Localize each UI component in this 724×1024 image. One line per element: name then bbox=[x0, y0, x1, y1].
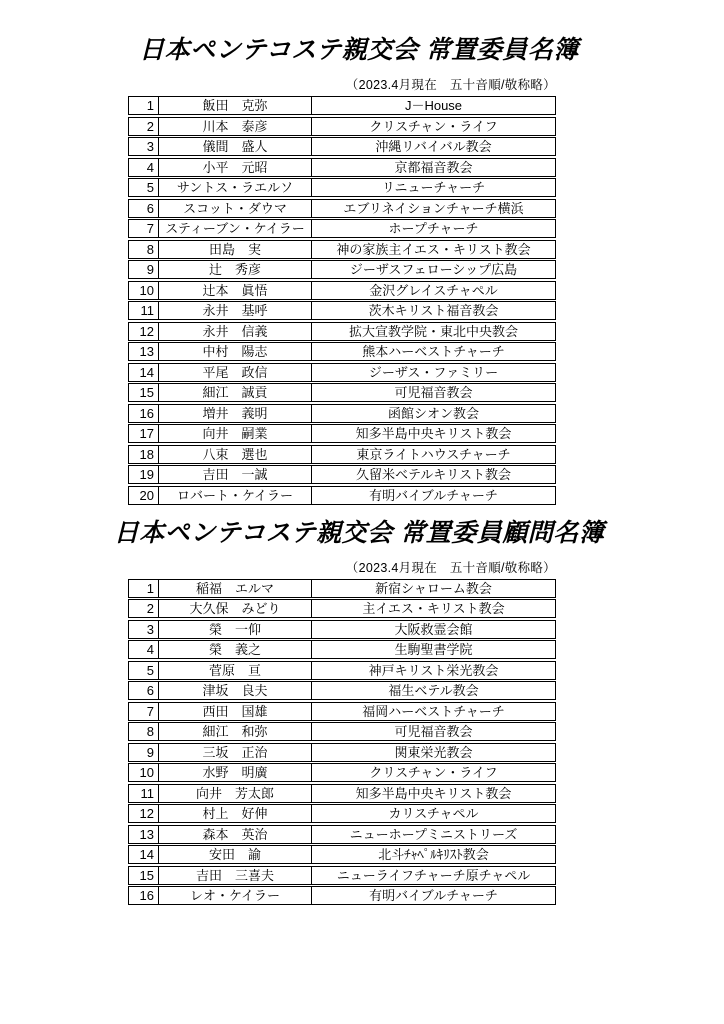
member-name: 村上 好伸 bbox=[158, 805, 312, 822]
row-number: 10 bbox=[139, 282, 154, 298]
church-name: J－House bbox=[404, 98, 463, 113]
member-name: 細江 和弥 bbox=[158, 723, 312, 740]
member-name: 小平 元昭 bbox=[158, 159, 312, 176]
table-row bbox=[128, 383, 556, 402]
member-name: 榮 義之 bbox=[158, 641, 312, 658]
member-name: スティーブン・ケイラー bbox=[158, 220, 312, 237]
member-name: 永井 信義 bbox=[158, 323, 312, 340]
member-name: 川本 泰彦 bbox=[158, 118, 312, 135]
church-name: ニューライフチャーチ原チャペル bbox=[336, 867, 531, 883]
table-row bbox=[128, 784, 556, 803]
table-row bbox=[128, 445, 556, 464]
member-name: 平尾 政信 bbox=[158, 364, 312, 381]
church-name: 東京ライトハウスチャーチ bbox=[356, 446, 511, 462]
church-name: 神戸キリスト栄光教会 bbox=[368, 662, 499, 678]
church-name: 福岡ハーベストチャーチ bbox=[362, 703, 505, 719]
member-name: 向井 嗣業 bbox=[158, 425, 312, 442]
row-number: 20 bbox=[139, 487, 154, 503]
church-name: 関東栄光教会 bbox=[394, 744, 473, 760]
member-name: 辻 秀彦 bbox=[158, 261, 312, 278]
table-row bbox=[128, 620, 556, 639]
church-name: 京都福音教会 bbox=[394, 159, 473, 175]
row-number: 14 bbox=[139, 364, 154, 380]
row-number: 13 bbox=[139, 344, 154, 359]
table-row bbox=[128, 763, 556, 782]
table-row bbox=[128, 845, 556, 864]
church-name: 新宿シャローム教会 bbox=[375, 580, 492, 596]
member-name: 西田 国雄 bbox=[158, 703, 312, 720]
member-name: 儀間 盛人 bbox=[158, 138, 312, 155]
member-name: 中村 陽志 bbox=[158, 343, 312, 360]
church-name: 大阪救霊会館 bbox=[394, 621, 473, 637]
row-number: 17 bbox=[139, 426, 154, 441]
row-number: 15 bbox=[139, 867, 154, 883]
table-row bbox=[128, 599, 556, 618]
church-name: ホープチャーチ bbox=[388, 221, 479, 236]
table-row bbox=[128, 743, 556, 762]
member-name: 安田 諭 bbox=[158, 846, 312, 863]
table-row bbox=[128, 702, 556, 721]
row-number: 4 bbox=[146, 642, 154, 657]
table-row bbox=[128, 322, 556, 341]
member-name: 菅原 亘 bbox=[158, 662, 312, 679]
member-name: 三坂 正治 bbox=[158, 744, 312, 761]
table-row bbox=[128, 404, 556, 423]
row-number: 5 bbox=[146, 180, 154, 195]
church-name: 可児福音教会 bbox=[394, 724, 473, 739]
row-number: 13 bbox=[139, 826, 154, 842]
church-name: 福生ベテル教会 bbox=[388, 683, 479, 698]
member-name: 津坂 良夫 bbox=[158, 682, 312, 699]
row-number: 2 bbox=[146, 601, 154, 616]
table-row bbox=[128, 363, 556, 382]
table-row bbox=[128, 722, 556, 741]
member-name: 向井 芳太郎 bbox=[158, 785, 312, 802]
row-number: 1 bbox=[146, 580, 154, 596]
members-roster-note: （2023.4月現在 五十音順/敬称略） bbox=[345, 78, 556, 92]
table-row bbox=[128, 681, 556, 700]
church-name: ジーザス・ファミリー bbox=[368, 364, 499, 380]
member-name: 稲福 エルマ bbox=[158, 580, 312, 597]
member-name: 吉田 三喜夫 bbox=[158, 867, 312, 884]
row-number: 4 bbox=[146, 159, 154, 175]
church-name: リニューチャーチ bbox=[381, 180, 486, 195]
member-name: 田島 実 bbox=[158, 241, 312, 258]
row-number: 19 bbox=[139, 467, 154, 482]
church-name: 函館シオン教会 bbox=[387, 405, 479, 421]
row-number: 3 bbox=[146, 139, 154, 154]
table-row bbox=[128, 96, 556, 115]
member-name: 細江 誠貢 bbox=[158, 384, 312, 401]
table-row bbox=[128, 640, 556, 659]
church-name: 金沢グレイスチャペル bbox=[369, 282, 498, 298]
table-row bbox=[128, 465, 556, 484]
member-name: 大久保 みどり bbox=[158, 600, 312, 617]
row-number: 11 bbox=[140, 303, 154, 318]
church-name: ニューホープミニストリーズ bbox=[349, 826, 518, 842]
row-number: 8 bbox=[146, 241, 154, 257]
members-roster-title: 日本ペンテコステ親交会 常置委員名簿 bbox=[139, 36, 579, 64]
church-name: 知多半島中央キリスト教会 bbox=[355, 785, 512, 801]
member-name: 水野 明廣 bbox=[158, 764, 312, 781]
church-name: エブリネイションチャーチ横浜 bbox=[343, 200, 524, 216]
member-name: 辻本 眞悟 bbox=[158, 282, 312, 299]
row-number: 2 bbox=[146, 118, 154, 134]
church-name: 沖縄リバイバル教会 bbox=[375, 139, 492, 154]
member-name: 増井 義明 bbox=[158, 405, 312, 422]
row-number: 3 bbox=[146, 621, 154, 637]
church-name: クリスチャン・ライフ bbox=[369, 118, 498, 134]
table-row bbox=[128, 579, 556, 598]
members-table bbox=[128, 96, 556, 505]
table-row bbox=[128, 866, 556, 885]
church-name: 知多半島中央キリスト教会 bbox=[355, 426, 512, 441]
church-name: ジーザスフェローシップ広島 bbox=[349, 262, 518, 277]
table-row bbox=[128, 886, 556, 905]
member-name: 吉田 一誠 bbox=[158, 466, 312, 483]
row-number: 9 bbox=[146, 744, 154, 760]
church-name: 熊本ハーベストチャーチ bbox=[362, 344, 505, 359]
member-name: レオ・ケイラー bbox=[158, 887, 312, 904]
church-name: 可児福音教会 bbox=[394, 385, 473, 400]
row-number: 14 bbox=[139, 847, 154, 862]
table-row bbox=[128, 158, 556, 177]
row-number: 6 bbox=[146, 683, 154, 698]
row-number: 15 bbox=[139, 385, 154, 400]
table-row bbox=[128, 486, 556, 505]
church-name: 有明バイブルチャーチ bbox=[369, 487, 498, 503]
table-row bbox=[128, 804, 556, 823]
church-name: 茨木キリスト福音教会 bbox=[368, 303, 499, 318]
member-name: 榮 一仰 bbox=[158, 621, 312, 638]
church-name: 北斗ﾁｬﾍﾟﾙｷﾘｽﾄ教会 bbox=[378, 847, 489, 862]
church-name: 生駒聖書学院 bbox=[394, 642, 473, 657]
table-row bbox=[128, 219, 556, 238]
member-name: サントス・ラエルソ bbox=[158, 179, 312, 196]
table-row bbox=[128, 342, 556, 361]
church-name: 久留米ベテルキリスト教会 bbox=[355, 467, 512, 482]
row-number: 7 bbox=[146, 221, 154, 236]
table-row bbox=[128, 199, 556, 218]
row-number: 10 bbox=[139, 765, 154, 780]
member-name: 八束 選也 bbox=[158, 446, 312, 463]
advisors-roster-title: 日本ペンテコステ親交会 常置委員顧問名簿 bbox=[113, 518, 605, 547]
table-row bbox=[128, 178, 556, 197]
row-number: 16 bbox=[139, 888, 154, 903]
row-number: 11 bbox=[140, 785, 154, 801]
row-number: 7 bbox=[146, 703, 154, 719]
row-number: 8 bbox=[146, 724, 154, 739]
table-row bbox=[128, 281, 556, 300]
row-number: 9 bbox=[146, 262, 154, 277]
row-number: 16 bbox=[139, 405, 154, 421]
row-number: 12 bbox=[139, 323, 154, 339]
church-name: 神の家族主イエス・キリスト教会 bbox=[336, 241, 531, 257]
church-name: 拡大宣教学院・東北中央教会 bbox=[348, 323, 518, 339]
church-name: 有明バイブルチャーチ bbox=[369, 888, 498, 903]
advisors-table bbox=[128, 579, 556, 906]
church-name: 主イエス・キリスト教会 bbox=[362, 601, 505, 616]
church-name: カリスチャペル bbox=[388, 806, 479, 821]
member-name: 飯田 克弥 bbox=[158, 97, 312, 114]
table-row bbox=[128, 661, 556, 680]
member-name: ロバート・ケイラー bbox=[158, 487, 312, 504]
row-number: 6 bbox=[146, 200, 154, 216]
member-name: 永井 基呼 bbox=[158, 302, 312, 319]
table-row bbox=[128, 260, 556, 279]
row-number: 12 bbox=[139, 806, 154, 821]
row-number: 18 bbox=[139, 446, 154, 462]
row-number: 1 bbox=[146, 98, 154, 113]
advisors-roster-note: （2023.4月現在 五十音順/敬称略） bbox=[345, 560, 556, 575]
row-number: 5 bbox=[146, 662, 154, 678]
member-name: 森本 英治 bbox=[158, 826, 312, 843]
table-row bbox=[128, 301, 556, 320]
table-row bbox=[128, 240, 556, 259]
table-row bbox=[128, 825, 556, 844]
table-row bbox=[128, 137, 556, 156]
table-row bbox=[128, 117, 556, 136]
table-row bbox=[128, 424, 556, 443]
member-name: スコット・ダウマ bbox=[158, 200, 312, 217]
church-name: クリスチャン・ライフ bbox=[369, 765, 498, 780]
